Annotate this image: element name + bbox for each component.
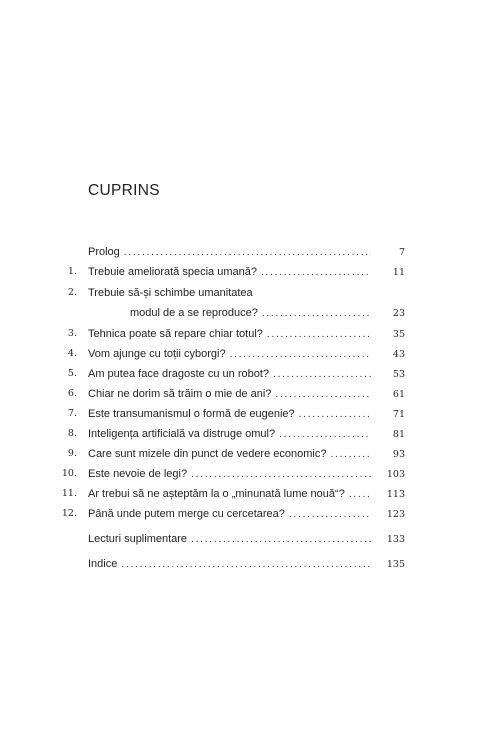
- chapter-title: Am putea face dragoste cu un robot?: [88, 368, 270, 380]
- page-number: 7: [398, 247, 405, 258]
- chapter-number: 8.: [67, 428, 77, 439]
- toc-entry-index: [0, 554, 484, 574]
- chapter-number: 6.: [67, 388, 77, 399]
- dot-leader: [267, 325, 371, 345]
- dot-leader: [262, 304, 371, 324]
- page-number: 11: [392, 267, 405, 278]
- toc-entry-2: [0, 283, 484, 303]
- page-number: 93: [392, 449, 405, 460]
- chapter-title: Inteligența artificială va distruge omul?: [88, 428, 276, 440]
- toc-entry-10: [0, 464, 484, 484]
- page-number: 71: [392, 409, 405, 420]
- chapter-title: Lecturi suplimentare: [88, 533, 188, 545]
- toc-entry-12: [0, 504, 484, 524]
- page-number: 81: [392, 429, 405, 440]
- dot-leader: [261, 263, 371, 283]
- chapter-title: Vom ajunge cu toții cyborgi?: [88, 348, 226, 360]
- toc-entry-9: [0, 444, 484, 464]
- page-number: 35: [392, 329, 405, 340]
- dot-leader: [124, 243, 371, 263]
- toc-entry-4: [0, 344, 484, 364]
- page-number: 123: [386, 509, 405, 520]
- page-title: CUPRINS: [88, 182, 160, 199]
- chapter-number: 5.: [67, 368, 77, 379]
- chapter-title: Tehnica poate să repare chiar totul?: [88, 328, 263, 340]
- dot-leader: [330, 445, 371, 465]
- dot-leader: [230, 345, 371, 365]
- toc-entry-further-reading: [0, 529, 484, 549]
- chapter-title: Trebuie să-și schimbe umanitatea: [88, 287, 253, 299]
- toc-entry-3: [0, 324, 484, 344]
- dot-leader: [289, 505, 371, 525]
- chapter-title: Este transumanismul o formă de eugenie?: [88, 408, 295, 420]
- chapter-number: 7.: [67, 408, 77, 419]
- dot-leader: [275, 385, 371, 405]
- toc-entry-7: [0, 404, 484, 424]
- chapter-number: 10.: [61, 468, 77, 479]
- chapter-title: Care sunt mizele din punct de vedere economic?: [88, 448, 327, 460]
- chapter-title: Până unde putem merge cu cercetarea?: [88, 508, 285, 520]
- chapter-title: Trebuie ameliorată specia umană?: [88, 266, 257, 278]
- chapter-number: 3.: [67, 328, 77, 339]
- toc-entry-5: [0, 364, 484, 384]
- chapter-title: Chiar ne dorim să trăim o mie de ani?: [88, 388, 272, 400]
- dot-leader: [121, 555, 371, 575]
- dot-leader: [349, 485, 371, 505]
- chapter-number: 12.: [61, 508, 77, 519]
- dot-leader: [191, 530, 371, 550]
- toc-entry-prolog: [0, 242, 484, 262]
- chapter-title-continued: modul de a se reproduce?: [130, 307, 258, 319]
- page-number: 135: [386, 559, 405, 570]
- page-number: 103: [386, 469, 405, 480]
- dot-leader: [191, 465, 371, 485]
- page-number: 43: [392, 349, 405, 360]
- toc-entry-6: [0, 384, 484, 404]
- page-number: 113: [386, 489, 405, 500]
- chapter-number: 2.: [67, 287, 77, 298]
- toc-entry-1: [0, 262, 484, 282]
- chapter-number: 11.: [61, 488, 77, 499]
- dot-leader: [273, 365, 371, 385]
- chapter-number: 4.: [67, 348, 77, 359]
- page-number: 53: [392, 369, 405, 380]
- toc-entry-11: [0, 484, 484, 504]
- chapter-title: Ar trebui să ne așteptăm la o „minunată lume nouă“?: [88, 488, 345, 500]
- page-number: 133: [386, 534, 405, 545]
- toc-entry-2-continued: [0, 303, 484, 323]
- toc-entry-8: [0, 424, 484, 444]
- page-number: 61: [392, 389, 405, 400]
- chapter-title: Este nevoie de legi?: [88, 468, 188, 480]
- chapter-title: Indice: [88, 558, 118, 570]
- dot-leader: [279, 425, 371, 445]
- page-number: 23: [392, 308, 405, 319]
- chapter-number: 9.: [67, 448, 77, 459]
- chapter-number: 1.: [67, 266, 77, 277]
- dot-leader: [299, 405, 371, 425]
- chapter-title: Prolog: [88, 246, 120, 258]
